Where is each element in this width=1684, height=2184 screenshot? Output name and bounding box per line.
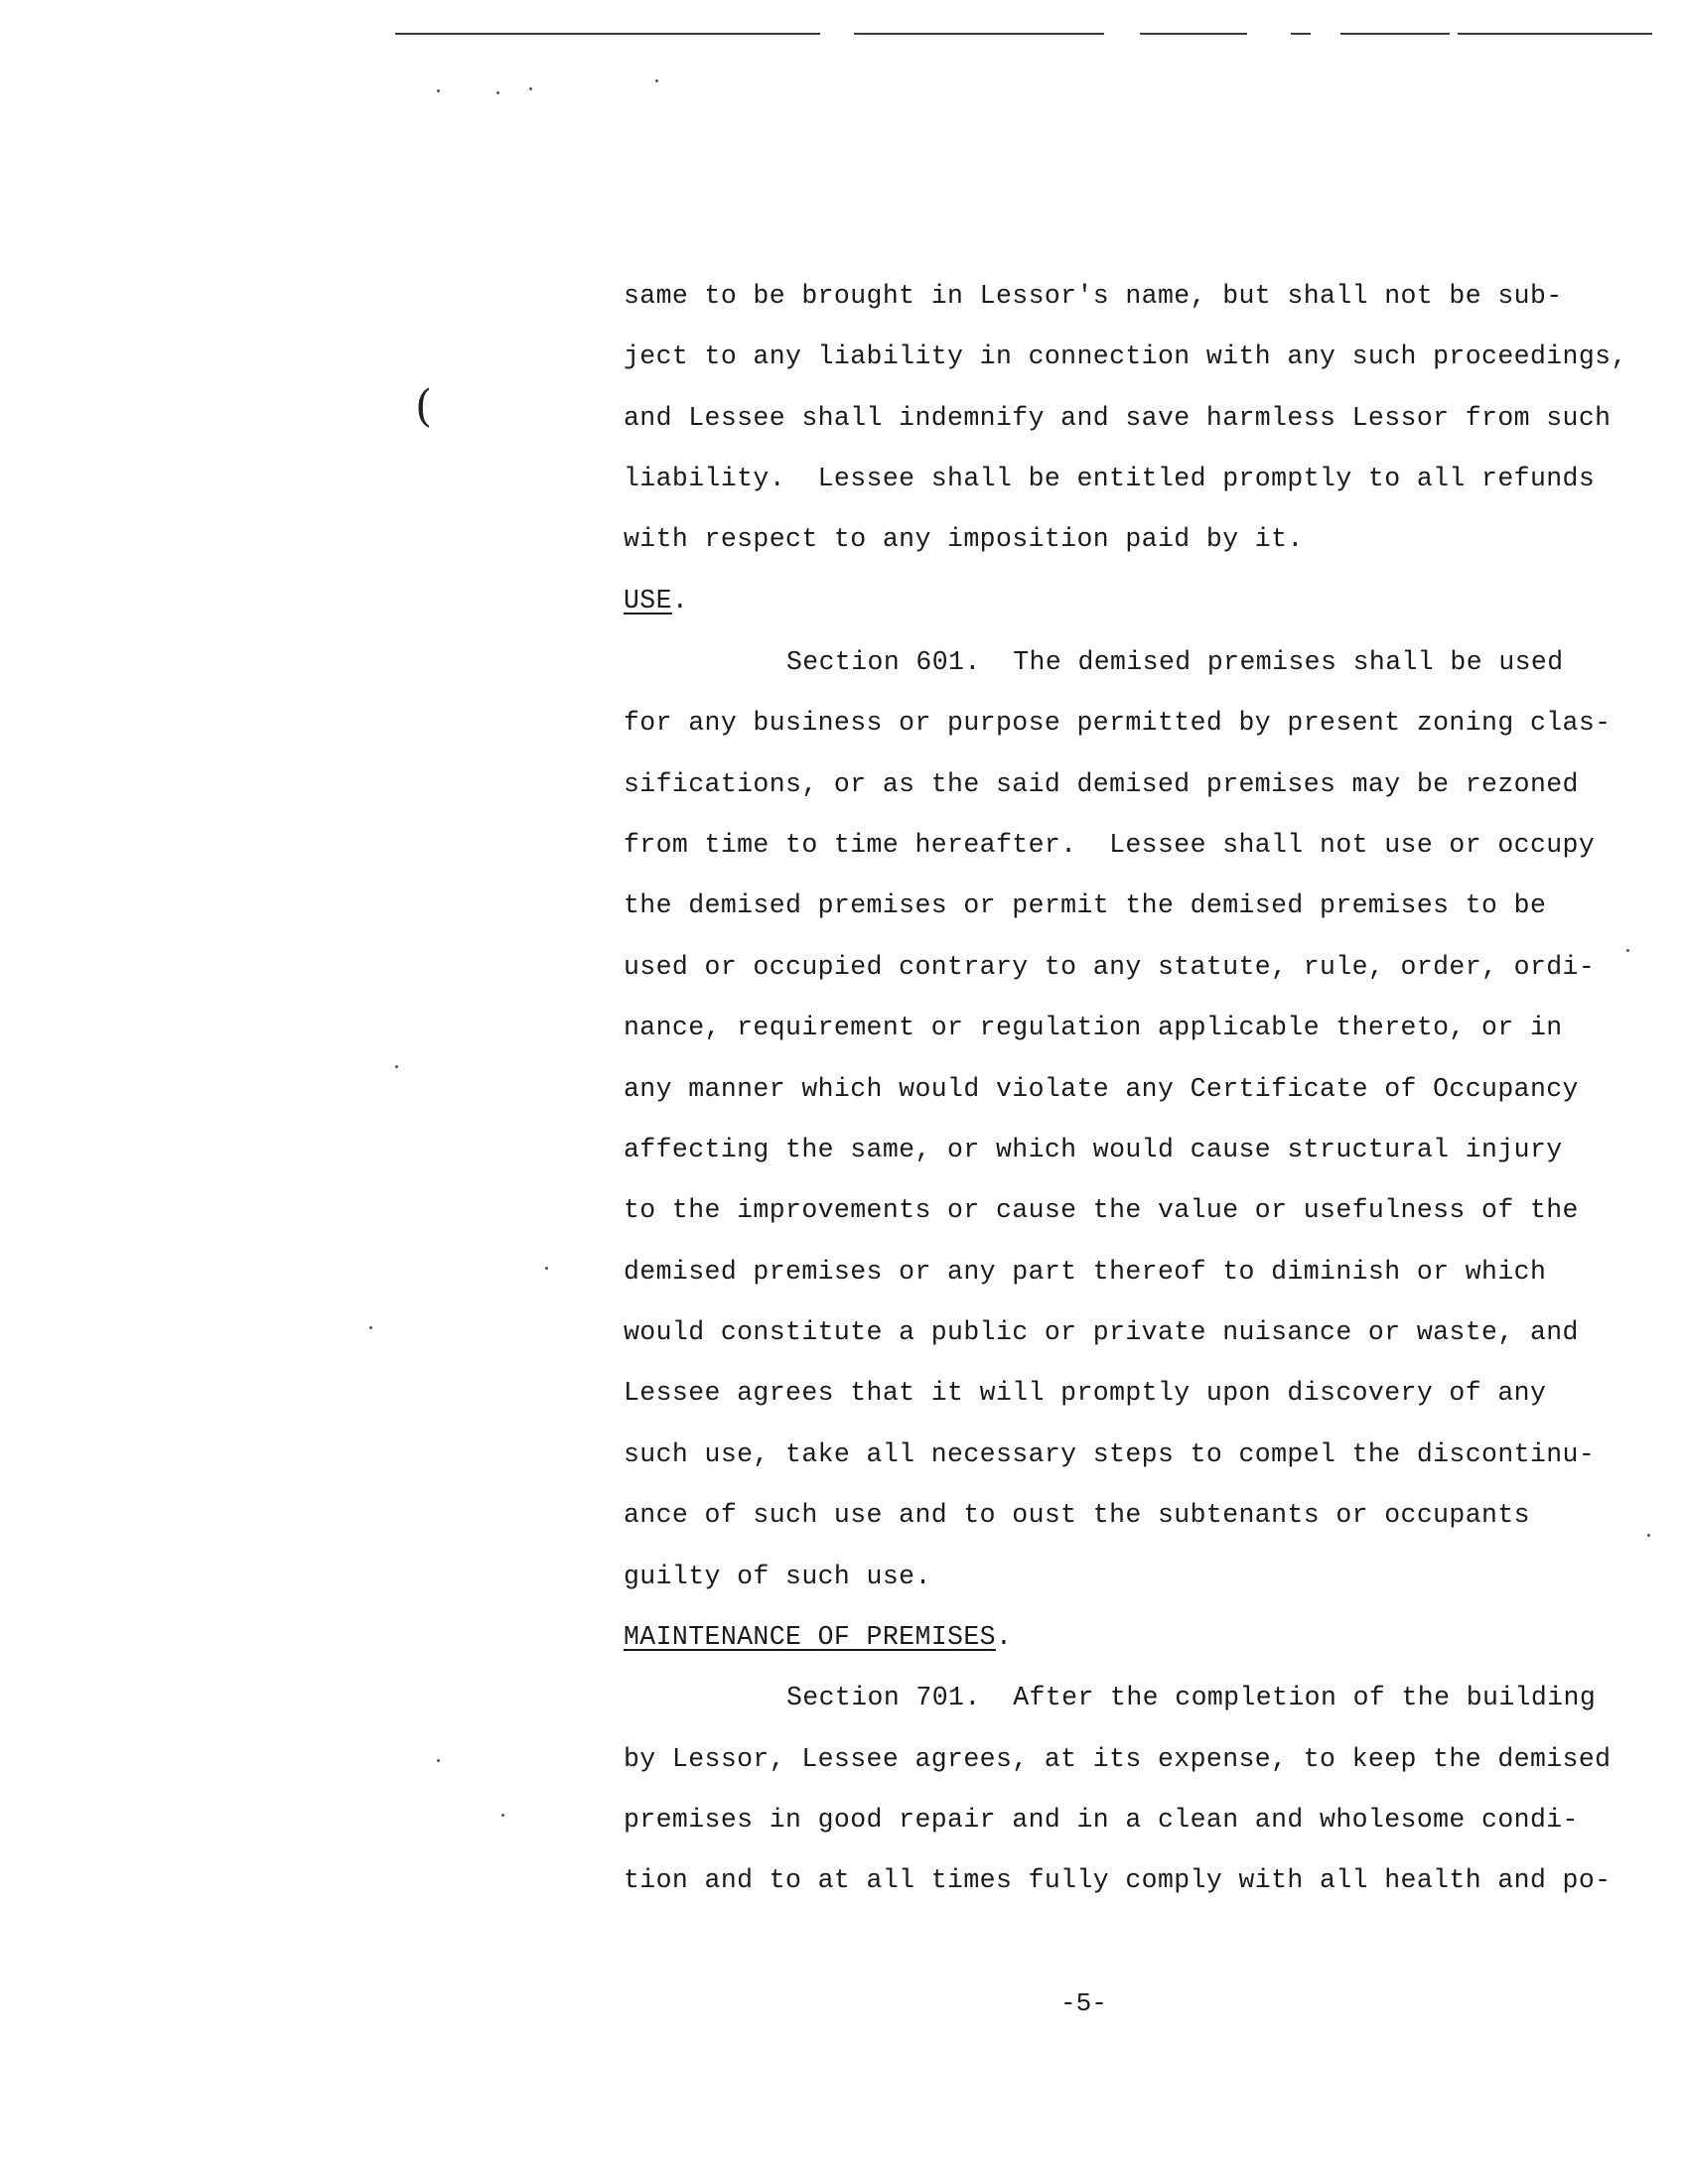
scan-artifact-rule xyxy=(1340,33,1450,35)
heading-period: . xyxy=(671,586,689,615)
scan-artifact-dot xyxy=(369,1326,372,1329)
text-line: affecting the same, or which would cause structural injury xyxy=(624,1135,1563,1164)
text-line: tion and to at all times fully comply with all health and po- xyxy=(624,1865,1612,1895)
text-line: demised premises or any part thereof to diminish or which xyxy=(624,1257,1547,1287)
text-line: any manner which would violate any Certificate of Occupancy xyxy=(624,1074,1579,1104)
text-line: nance, requirement or regulation applicable thereto, or in xyxy=(624,1013,1563,1042)
text-line: liability. Lessee shall be entitled promptly to all refunds xyxy=(624,464,1596,493)
text-line: for any business or purpose permitted by present zoning clas- xyxy=(624,708,1612,738)
scan-artifact-dot xyxy=(501,1814,504,1817)
text-line: to the improvements or cause the value or usefulness of the xyxy=(624,1195,1579,1225)
section-601-first-line: Section 601. The demised premises shall be used xyxy=(786,647,1564,677)
text-line: would constitute a public or private nuisance or waste, and xyxy=(624,1317,1579,1347)
scan-artifact-rule xyxy=(395,33,820,35)
use-heading-line xyxy=(624,588,688,614)
page-number: -5- xyxy=(1060,1988,1107,2018)
text-line: same to be brought in Lessor's name, but shall not be sub- xyxy=(624,281,1563,311)
text-line: used or occupied contrary to any statute, rule, order, ordi- xyxy=(624,952,1596,982)
text-line: Lessee agrees that it will promptly upon discovery of any xyxy=(624,1378,1547,1408)
maintenance-heading: MAINTENANCE OF PREMISES xyxy=(624,1622,996,1652)
maintenance-heading-line xyxy=(624,1624,1012,1651)
margin-parenthesis: ( xyxy=(415,381,433,432)
scan-artifact-rule xyxy=(1458,33,1652,35)
heading-period: . xyxy=(995,1622,1013,1652)
text-line: sifications, or as the said demised premises may be rezoned xyxy=(624,769,1579,799)
text-line: with respect to any imposition paid by it. xyxy=(624,524,1304,554)
text-line: guilty of such use. xyxy=(624,1562,931,1591)
scan-artifact-dot xyxy=(1647,1534,1650,1537)
text-line: premises in good repair and in a clean and wholesome condi- xyxy=(624,1805,1579,1835)
scan-artifact-dot xyxy=(529,87,532,90)
text-line: and Lessee shall indemnify and save harmless Lessor from such xyxy=(624,403,1612,433)
scan-artifact-dot xyxy=(437,89,440,92)
scan-artifact-rule xyxy=(1140,33,1247,35)
use-heading: USE xyxy=(624,586,672,615)
text-line: such use, take all necessary steps to compel the discontinu- xyxy=(624,1439,1596,1469)
scan-artifact-dot xyxy=(545,1267,548,1270)
section-701-first-line: Section 701. After the completion of the building xyxy=(786,1683,1597,1712)
scan-artifact-dot xyxy=(1626,949,1629,952)
scan-artifact-rule xyxy=(854,33,1104,35)
text-line: ance of such use and to oust the subtenants or occupants xyxy=(624,1500,1530,1530)
scan-artifact-dot xyxy=(437,1759,440,1762)
scan-artifact-dot xyxy=(655,79,658,82)
scan-artifact-dot xyxy=(496,91,499,94)
text-line: by Lessor, Lessee agrees, at its expense, to keep the demised xyxy=(624,1744,1612,1774)
scan-artifact-dot xyxy=(395,1065,398,1068)
scan-artifact-rule xyxy=(1291,33,1311,35)
text-line: ject to any liability in connection with any such proceedings, xyxy=(624,341,1627,371)
text-line: from time to time hereafter. Lessee shall not use or occupy xyxy=(624,830,1596,860)
text-line: the demised premises or permit the demised premises to be xyxy=(624,890,1547,920)
